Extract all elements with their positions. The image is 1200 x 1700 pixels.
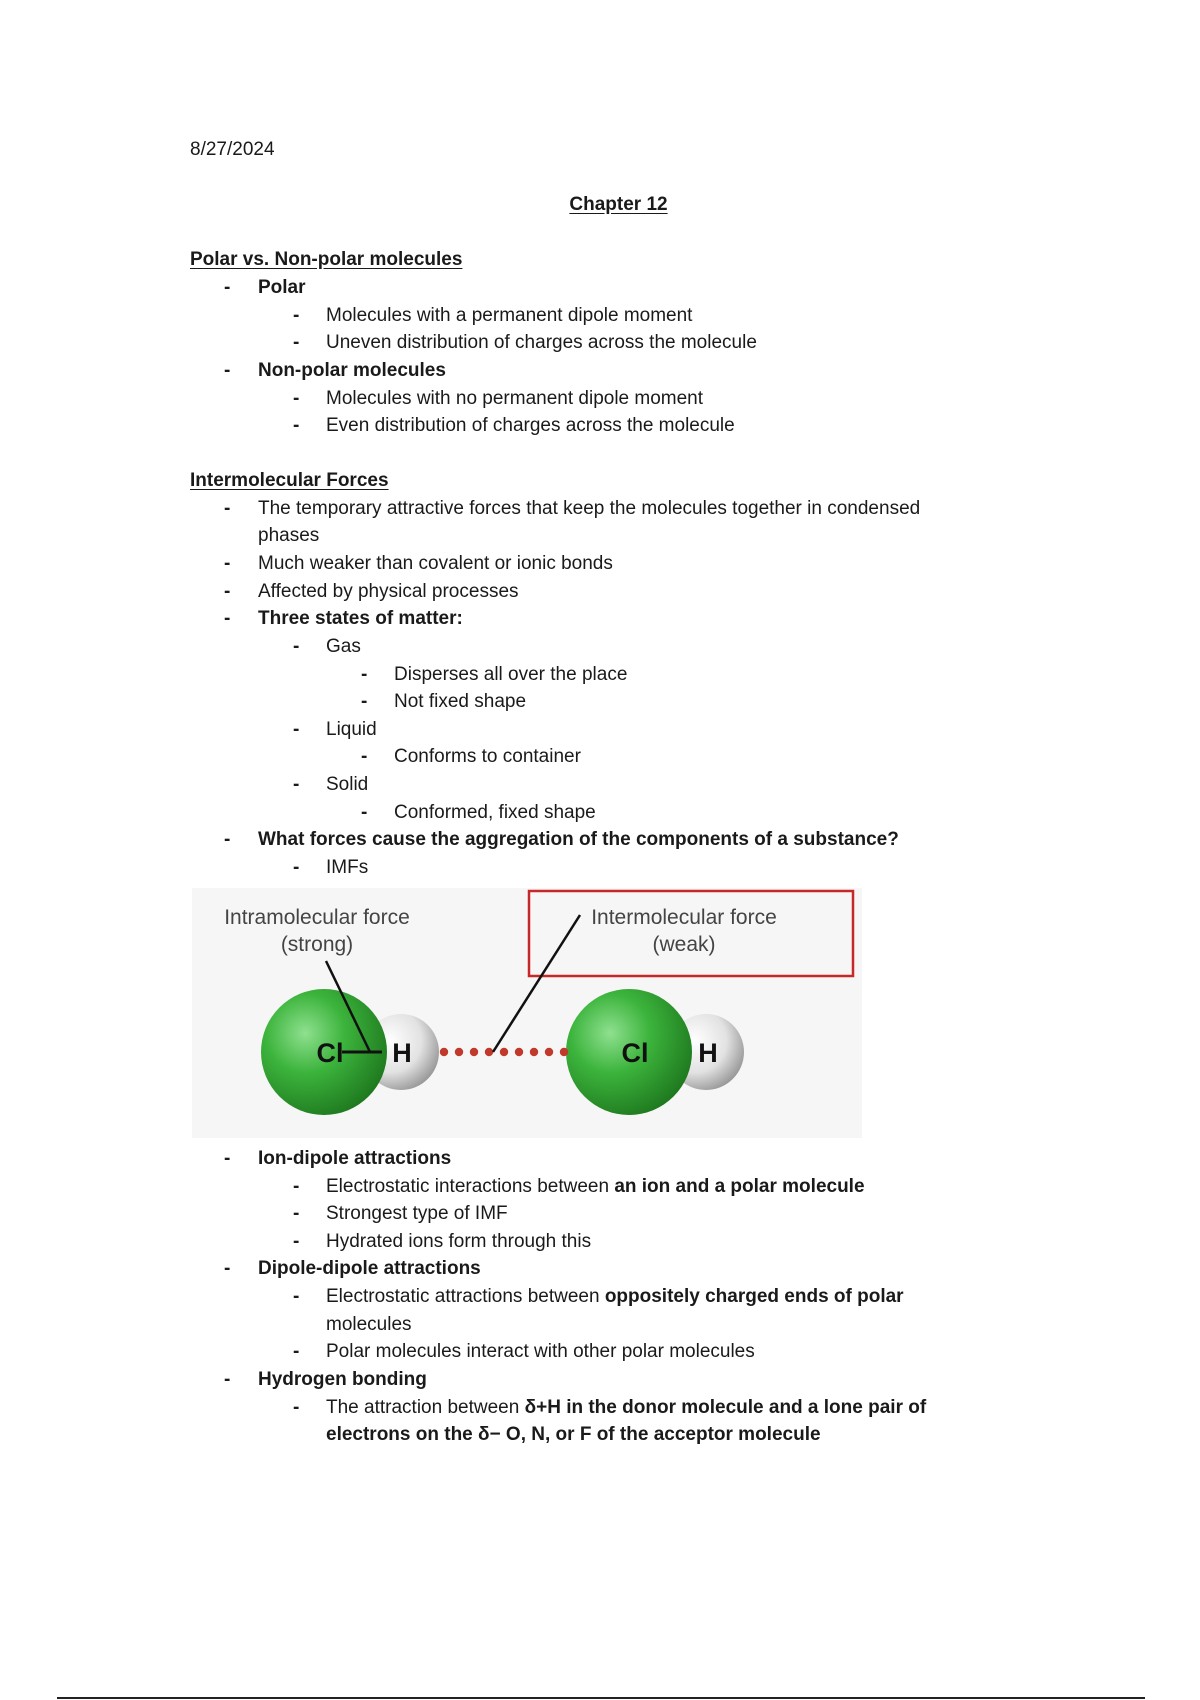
dash: - [224,498,231,519]
hydrogen-bonding-item-cont: electrons on the δ− O, N, or F of the acceptor molecule [326,1424,821,1445]
states-label: Three states of matter: [258,608,463,629]
bold-text: an ion and a polar molecule [614,1176,865,1197]
polar-item: Molecules with a permanent dipole moment [326,305,693,326]
polar-item: Uneven distribution of charges across the molecule [326,332,757,353]
dash: - [293,1231,300,1252]
imf-item: Much weaker than covalent or ionic bonds [258,553,613,574]
note-date: 8/27/2024 [190,139,275,160]
cl-symbol-1: Cl [316,1038,344,1068]
dipole-dipole-item-cont: molecules [326,1314,412,1335]
dash: - [293,774,300,795]
dash: - [293,857,300,878]
dash: - [293,305,300,326]
dash: - [293,719,300,740]
nonpolar-item: Even distribution of charges across the molecule [326,415,735,436]
bold-text: oppositely charged ends of polar [604,1286,904,1307]
dipole-dipole-label: Dipole-dipole attractions [258,1258,481,1279]
question-label: What forces cause the aggregation of the components of a substance? [258,829,899,850]
imf-item: The temporary attractive forces that keep the molecules together in condensed [258,498,921,519]
intra-sub: (strong) [280,933,354,956]
ion-dipole-label: Ion-dipole attractions [258,1148,452,1169]
bullet: - [224,277,231,298]
dash: - [224,553,231,574]
section-polar-title: Polar vs. Non-polar molecules [190,249,463,270]
nonpolar-item: Molecules with no permanent dipole moment [326,388,704,409]
dash: - [224,829,231,850]
state-liquid: Liquid [326,719,377,740]
dash: - [293,332,300,353]
h-symbol-2: H [698,1038,718,1068]
hcl-imf-diagram [192,888,862,1138]
h-symbol-1: H [392,1038,412,1068]
hydrogen-bonding-label: Hydrogen bonding [258,1369,427,1390]
chapter-title: Chapter 12 [569,194,668,215]
text: Electrostatic interactions between [326,1176,615,1197]
hydrogen-bonding-item [326,1396,926,1420]
gas-item: Disperses all over the place [394,664,628,685]
cl-symbol-2: Cl [621,1038,649,1068]
dash: - [361,802,368,823]
intermolecular-dots [440,1048,568,1056]
dash: - [224,1369,231,1390]
gas-item: Not fixed shape [394,691,527,712]
polar-label: Polar [258,277,306,298]
bold-text: δ+H in the donor molecule and a lone pair of [524,1397,927,1418]
footer-rule [57,1697,1145,1699]
inter-label: Intermolecular force [591,906,777,929]
dipole-dipole-item: Polar molecules interact with other polar molecules [326,1341,755,1362]
bullet: - [224,1258,231,1279]
dash: - [361,746,368,767]
section-imf-title: Intermolecular Forces [190,470,389,491]
ion-dipole-item: Hydrated ions form through this [326,1231,592,1252]
dash: - [224,581,231,602]
liquid-item: Conforms to container [394,746,581,767]
ion-dipole-item: Strongest type of IMF [326,1203,508,1224]
state-solid: Solid [326,774,369,795]
dash: - [293,388,300,409]
imf-item-cont: phases [258,525,320,546]
bullet: - [224,360,231,381]
dipole-dipole-item [326,1285,904,1309]
question-answer: IMFs [326,857,369,878]
dash: - [293,1397,300,1418]
bullet: - [224,1148,231,1169]
dash: - [293,1286,300,1307]
dash: - [361,664,368,685]
dash: - [361,691,368,712]
dash: - [293,1176,300,1197]
dash: - [293,415,300,436]
inter-sub: (weak) [652,933,716,956]
ion-dipole-item [326,1175,865,1199]
nonpolar-label: Non-polar molecules [258,360,446,381]
dash: - [293,1203,300,1224]
state-gas: Gas [326,636,361,657]
dash: - [293,1341,300,1362]
solid-item: Conformed, fixed shape [394,802,596,823]
text: Electrostatic attractions between [326,1286,605,1307]
imf-item: Affected by physical processes [258,581,519,602]
text: The attraction between [326,1397,525,1418]
dash: - [293,636,300,657]
bullet: - [224,608,231,629]
intra-label: Intramolecular force [224,906,410,929]
